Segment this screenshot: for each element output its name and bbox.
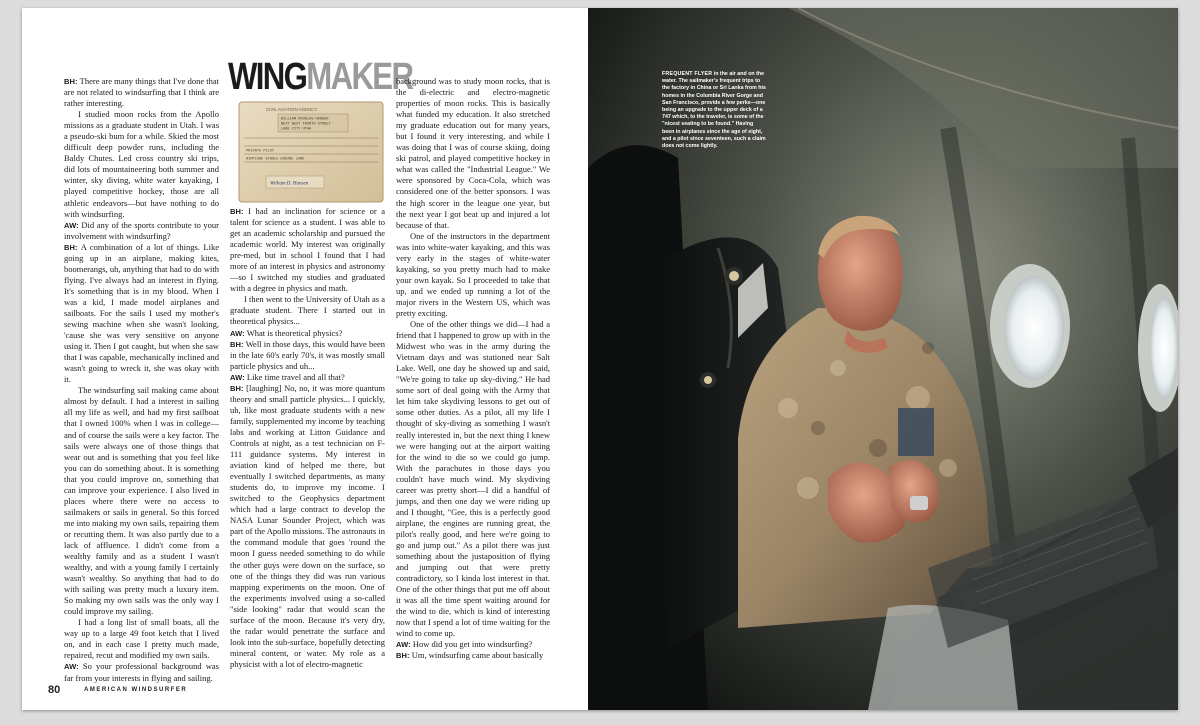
paragraph-text: Did any of the sports contribute to your involvement with windsurfing? — [64, 219, 219, 241]
paragraph — [230, 372, 385, 383]
right-page — [588, 8, 1178, 710]
paragraph-text: Well in those days, this would have been in the late 60's early 70's, it was mostly small particle physics and uh... — [230, 338, 385, 371]
speaker-label: AW: — [230, 328, 245, 338]
paragraph — [230, 294, 385, 327]
paragraph — [64, 76, 219, 109]
page-number: 80 — [48, 684, 61, 696]
telegram-line-3: LAKE CITY UTAH — [281, 127, 312, 132]
paragraph — [64, 242, 219, 386]
title-part-wing: WING — [228, 56, 307, 98]
paragraph-text: How did you get into windsurfing? — [410, 639, 533, 650]
speaker-label: AW: — [396, 640, 411, 650]
paragraph-text: I studied moon rocks from the Apollo missions as a graduate student in Utah. I was a pseudo-ski bum for a while. Skied the most difficult deep powder runs, including the Baldy Chutes. Led cross country ski trips, did lots of mountaineering both summer and winter, sky diving, white water kayaking, I played competitive hockey, those are all athletic endeavors—but have nothing to do with windsurfing. — [64, 109, 219, 219]
telegram-row-label: PRIVATE PILOT — [246, 149, 275, 154]
telegram-signature: William D. Hansen — [270, 181, 309, 187]
paragraph — [64, 385, 219, 617]
paragraph-text: One of the instructors in the department was into white-water kayaking, and this was very early in the stages of white-water kayaking, so you pretty much had to make your own kayak. So I proceeded to take that up, and we ended up running a lot of the major rivers in the Western US, which was pretty exciting. — [396, 230, 550, 318]
speaker-label: AW: — [64, 662, 79, 672]
paragraph — [230, 206, 385, 294]
paragraph-text: There are many things that I've done that are not related to windsurfing that I think are rather interesting. — [64, 76, 219, 109]
paragraph — [396, 231, 550, 319]
paragraph-text: I then went to the University of Utah as a graduate student. There I started out in theoretical physics... — [230, 294, 385, 327]
telegram-line-1: WILLIAM DOUGLAS HANSEN — [281, 117, 329, 122]
paragraph-text: A combination of a lot of things. Like going up in an airplane, making kites, boomerangs, uh, anything that had to do with flying. I've always had an interest in flying. It's something that is in my blood. When I was a kid, I made model airplanes and sailboats. For the sails I used my mother's sewing machine when she wasn't looking, 'cause she was very sensitive on anyone using it. Then I got caught, but when she saw that I was capable, mechanically inclined and wasn't going to wreck it, she was okay with it. — [64, 241, 219, 385]
paragraph — [64, 617, 219, 661]
paragraph — [396, 76, 550, 231]
text-column-1 — [64, 76, 219, 684]
paragraph-text: One of the other things we did—I had a friend that I happened to grow up with in the Midwest who was in the army during the Vietnam days and was stationed near Salt Lake. Well, one day he showed up and said, "We're going to take up sky-diving." He had some sort of deal going with the Army that let him take skydiving lessons to get out of some other duties. As a pilot, all my life I thought of sky-diving as something I wasn't really interested in, but the next thing I knew we were hanging out at the airport waiting for the wind to die so we could go jump. With the parachutes in those days you couldn't have much wind. My skydiving career was pretty short—I did a handful of jumps, and then one day we were riding up and I thought, "Gee, this is a perfectly good airplane, the engines are running great, the pilot's really good, and here we're going to go and jump out." As a pilot there was just something about the justaposition of flying and jumping out that were pretty contradictory, so I kinda lost interest in that. One of the other things that put me off about it was all the time spent waiting around for the wind to die, which is kind of interesting now that I spend a lot of time waiting for the wind to come up. — [396, 319, 550, 639]
speaker-label: AW: — [64, 220, 79, 230]
telegram-row-text: AIRPLANE SINGLE ENGINE LAND — [246, 157, 305, 162]
paragraph-text: The windsurfing sail making came about almost by default. I had a interest in sailing all my life as well, and had my first sailboat that I owned 100% when I was in college—and of course the sails were a key factor. The sails were always one of those things that wear out and is something that you feel like you can do something about. It is something that you could improve on, something that can improve your experience. I also lived in places where there were no access to sailmakers or sails in general. So this forced me into making my own sails, repairing them or recutting them. It was also partly due to a lack of affluence. I didn't come from a wealthy family and as a student I wasn't wealthy, and with a young family I certainly wasn't wealthy. So anything that had to do with sailing was pretty much a luxury item. So making my own sails was the only way I could improve my sailing. — [64, 385, 219, 617]
paragraph — [230, 339, 385, 372]
paragraph-text: background was to study moon rocks, that is the di-electric and electro-magnetic properties of moon rocks. This is basically what funded my education. It also stretched my graduate education out for many years, but I found it very interesting, and while I was doing that I was of course skiing, doing ski patrol, and played competitive hockey in what was called the "Industrial League." We were sponsored by Coca-Cola, which was considered one of the better sponsors. I was the high scorer in the league one year, but the next year I got beat up and injured a lot because of that. — [396, 76, 550, 230]
speaker-label: BH: — [64, 77, 78, 86]
telegram-header: CIVIL AVIATION AGENCY — [266, 107, 318, 112]
paragraph-text: I had an inclination for science or a talent for science as a student. I was able to get an academic scholarship and pursued the academic world. My interest was originally pre-med, but in school I found that I had more of an interest in physics and astronomy—so I switched my studies and graduated with a degree in physics and math. — [230, 206, 385, 294]
pilot-license-telegram-image — [236, 100, 386, 204]
text-column-3 — [396, 76, 550, 661]
paragraph-text: So your professional background was far from your interests in flying and sailing. — [64, 661, 219, 683]
paragraph — [396, 650, 550, 661]
text-column-2 — [230, 206, 385, 670]
speaker-label: BH: — [230, 383, 244, 393]
speaker-label: BH: — [396, 651, 410, 661]
paragraph — [64, 109, 219, 219]
title-part-maker: MAKER — [306, 56, 413, 98]
photo-caption — [662, 71, 766, 150]
caption-text: in the air and on the water. The sailmaker's frequent trips to the factory in China or Sri Lanka from his homes in the Columbia River Gorge and San Francisco, provide a few perks—one being an upgrade to the upper deck of a 747 which, to the traveler, is some of the "nicest seating to be found." Having been in airplanes since the age of eight, and a pilot since seventeen, such a claim does not come lightly. — [662, 71, 766, 150]
paragraph — [396, 639, 550, 650]
paragraph-text: I had a long list of small boats, all the way up to a large 49 foot ketch that I lived on, and in each case I pretty much made, repaired, recut and modified my own sails. — [64, 617, 219, 661]
paragraph — [230, 328, 385, 339]
caption-lead: FREQUENT FLYER — [662, 71, 713, 77]
article-title — [228, 58, 412, 96]
paragraph-text: Um, windsurfing came about basically — [409, 650, 544, 661]
magazine-spread — [22, 8, 1178, 710]
paragraph — [64, 661, 219, 683]
paragraph — [64, 220, 219, 242]
speaker-label: BH: — [230, 339, 244, 349]
paragraph-text: [laughing] No, no, it was more quantum theory and small particle physics... I quickly, uh, like most graduate students with a new family, supplemented my income by teaching labs and working at Litton Guidance and Controls at night, as a test technician on F-111 guidance systems. My interest in aviation kind of helped me there, but eventually I switched departments, as many students do, to improve my income. I switched to the Geophysics department which had a large contract to develop the NASA Lunar Sounder Project, which was part of the Apollo missions. The astronauts in the command module that goes 'round the moon I guess needed something to do while the other guys were down on the surface, so one of the things they did was run various mapping experiments on the moon. One of the experiments involved using a so-called "side looking" radar that would scan the surface of the moon. Because it's very dry, the radar would penetrate the surface and look into the sub-surface, hopefully detecting mineral content, or water. My role as a physicist with a lot of electro-magnetic — [230, 382, 385, 669]
paragraph — [230, 383, 385, 670]
paragraph — [396, 319, 550, 639]
speaker-label: AW: — [230, 372, 245, 382]
speaker-label: BH: — [230, 207, 244, 216]
paragraph-text: Like time travel and all that? — [244, 371, 345, 382]
magazine-name: AMERICAN WINDSURFER — [84, 687, 188, 693]
telegram-line-2: NEXT WEST FOURTH STREET — [281, 122, 331, 127]
left-page — [22, 8, 588, 710]
paragraph-text: What is theoretical physics? — [244, 327, 343, 338]
speaker-label: BH: — [64, 242, 78, 252]
